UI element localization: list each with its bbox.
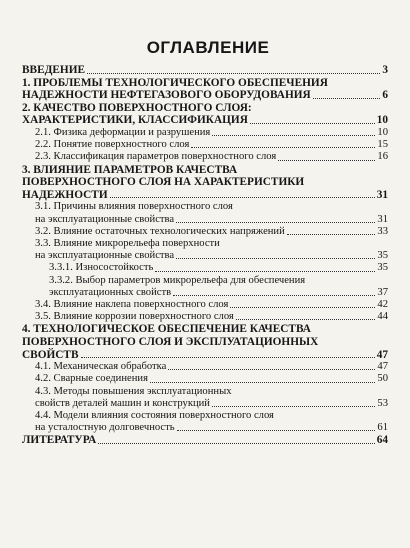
dot-leader bbox=[212, 135, 375, 136]
dot-leader bbox=[250, 123, 375, 124]
toc-entry bbox=[22, 238, 388, 262]
toc-entry bbox=[22, 361, 388, 373]
toc-entry-text: 3.5. Влияние коррозии поверхностного слоя bbox=[35, 311, 234, 323]
dot-leader bbox=[98, 443, 374, 444]
toc-entry bbox=[22, 226, 388, 238]
toc-entry-text: 3.3.2. Выбор параметров микрорельефа для обеспечения bbox=[49, 274, 306, 286]
toc-entry-text: 4.3. Методы повышения эксплуатационных bbox=[35, 385, 232, 397]
toc-entry bbox=[22, 323, 388, 361]
toc-entry-text: 2.1. Физика деформации и разрушения bbox=[35, 126, 211, 138]
dot-leader bbox=[177, 430, 376, 431]
toc-entry-text: ЛИТЕРАТУРА bbox=[22, 434, 97, 447]
toc-page-number: 35 bbox=[377, 250, 388, 262]
toc-page-number: 44 bbox=[377, 311, 388, 323]
toc-entry-text: 4. ТЕХНОЛОГИЧЕСКОЕ ОБЕСПЕЧЕНИЕ КАЧЕСТВА bbox=[22, 323, 311, 336]
toc-page-number: 64 bbox=[376, 434, 388, 447]
dot-leader bbox=[81, 357, 375, 358]
toc-entry bbox=[22, 311, 388, 323]
toc-entry-text: 4.2. Сварные соединения bbox=[35, 373, 148, 385]
toc-entry-text: 1. ПРОБЛЕМЫ ТЕХНОЛОГИЧЕСКОГО ОБЕСПЕЧЕНИЯ bbox=[22, 76, 328, 89]
toc-entry bbox=[22, 164, 388, 202]
toc-entry-text: эксплуатационных свойств bbox=[49, 286, 172, 298]
toc-page-number: 50 bbox=[377, 373, 388, 385]
toc-entry bbox=[22, 299, 388, 311]
toc-entry-text: НАДЕЖНОСТИ НЕФТЕГАЗОВОГО ОБОРУДОВАНИЯ bbox=[22, 89, 311, 102]
toc-page-number: 10 bbox=[376, 114, 388, 127]
toc-page-number: 47 bbox=[377, 361, 388, 373]
toc-page-number: 3 bbox=[382, 64, 388, 76]
toc-entry-text: ПОВЕРХНОСТНОГО СЛОЯ И ЭКСПЛУАТАЦИОННЫХ bbox=[22, 335, 319, 348]
toc-entry bbox=[22, 434, 388, 447]
toc-entry bbox=[22, 275, 388, 299]
toc-entry-text: 4.4. Модели влияния состояния поверхностного слоя bbox=[35, 409, 274, 421]
toc-entry bbox=[22, 127, 388, 139]
dot-leader bbox=[278, 160, 375, 161]
toc-entry bbox=[22, 151, 388, 163]
dot-leader bbox=[287, 234, 376, 235]
dot-leader bbox=[191, 147, 375, 148]
toc-entry bbox=[22, 410, 388, 434]
dot-leader bbox=[230, 307, 375, 308]
toc-entry-text: свойств деталей машин и конструкций bbox=[35, 397, 210, 409]
toc-entry-text: на эксплуатационные свойства bbox=[35, 250, 175, 262]
toc-entry bbox=[22, 64, 388, 77]
toc-entry-text: 3. ВЛИЯНИЕ ПАРАМЕТРОВ КАЧЕСТВА bbox=[22, 163, 238, 176]
dot-leader bbox=[155, 271, 375, 272]
toc-entry-text: ПОВЕРХНОСТНОГО СЛОЯ НА ХАРАКТЕРИСТИКИ bbox=[22, 176, 305, 189]
dot-leader bbox=[176, 222, 375, 223]
toc-page-number: 31 bbox=[376, 188, 388, 201]
dot-leader bbox=[176, 258, 375, 259]
dot-leader bbox=[110, 197, 375, 198]
dot-leader bbox=[87, 73, 380, 74]
dot-leader bbox=[236, 319, 376, 320]
toc-page-number: 53 bbox=[377, 397, 388, 409]
dot-leader bbox=[212, 406, 375, 407]
toc-entry-text: 3.3. Влияние микрорельефа поверхности bbox=[35, 237, 220, 249]
toc-page-number: 35 bbox=[377, 262, 388, 274]
toc-entry bbox=[22, 262, 388, 274]
toc-page-number: 31 bbox=[377, 213, 388, 225]
toc-entry-text: 3.1. Причины влияния поверхностного слоя bbox=[35, 201, 233, 213]
toc-list bbox=[22, 64, 388, 447]
toc-page-number: 37 bbox=[377, 286, 388, 298]
dot-leader bbox=[168, 369, 375, 370]
toc-entry-text: 3.3.1. Износостойкость bbox=[49, 262, 154, 274]
dot-leader bbox=[173, 295, 375, 296]
toc-entry-text: 2. КАЧЕСТВО ПОВЕРХНОСТНОГО СЛОЯ: bbox=[22, 101, 252, 114]
toc-entry-text: на усталостную долговечность bbox=[35, 422, 175, 434]
toc-entry bbox=[22, 373, 388, 385]
toc-page-number: 16 bbox=[377, 151, 388, 163]
toc-entry bbox=[22, 201, 388, 225]
toc-entry-text: 3.2. Влияние остаточных технологических напряжений bbox=[35, 225, 285, 237]
toc-entry-text: НАДЕЖНОСТИ bbox=[22, 188, 108, 201]
toc-page-number: 15 bbox=[377, 139, 388, 151]
toc-entry-text: 4.1. Механическая обработка bbox=[35, 361, 167, 373]
dot-leader bbox=[313, 98, 381, 99]
toc-page-number: 33 bbox=[377, 225, 388, 237]
toc-page-number: 6 bbox=[382, 89, 388, 102]
toc-page-number: 10 bbox=[377, 126, 388, 138]
toc-page-number: 47 bbox=[376, 348, 388, 361]
toc-page-number: 61 bbox=[377, 422, 388, 434]
toc-entry-text: 3.4. Влияние наклепа поверхностного слоя bbox=[35, 298, 229, 310]
toc-entry-text: на эксплуатационные свойства bbox=[35, 213, 175, 225]
toc-entry-text: 2.3. Классификация параметров поверхностного слоя bbox=[35, 151, 277, 163]
toc-entry-text: ХАРАКТЕРИСТИКИ, КЛАССИФИКАЦИЯ bbox=[22, 114, 248, 127]
dot-leader bbox=[150, 382, 375, 383]
toc-page-number: 42 bbox=[377, 298, 388, 310]
toc-entry bbox=[22, 77, 388, 102]
toc-entry bbox=[22, 139, 388, 151]
toc-entry-text: ВВЕДЕНИЕ bbox=[22, 64, 86, 76]
toc-entry-text: 2.2. Понятие поверхностного слоя bbox=[35, 139, 190, 151]
toc-entry bbox=[22, 386, 388, 410]
toc-title: ОГЛАВЛЕНИЕ bbox=[146, 38, 270, 57]
toc-entry bbox=[22, 102, 388, 127]
toc-entry-text: СВОЙСТВ bbox=[22, 348, 79, 361]
